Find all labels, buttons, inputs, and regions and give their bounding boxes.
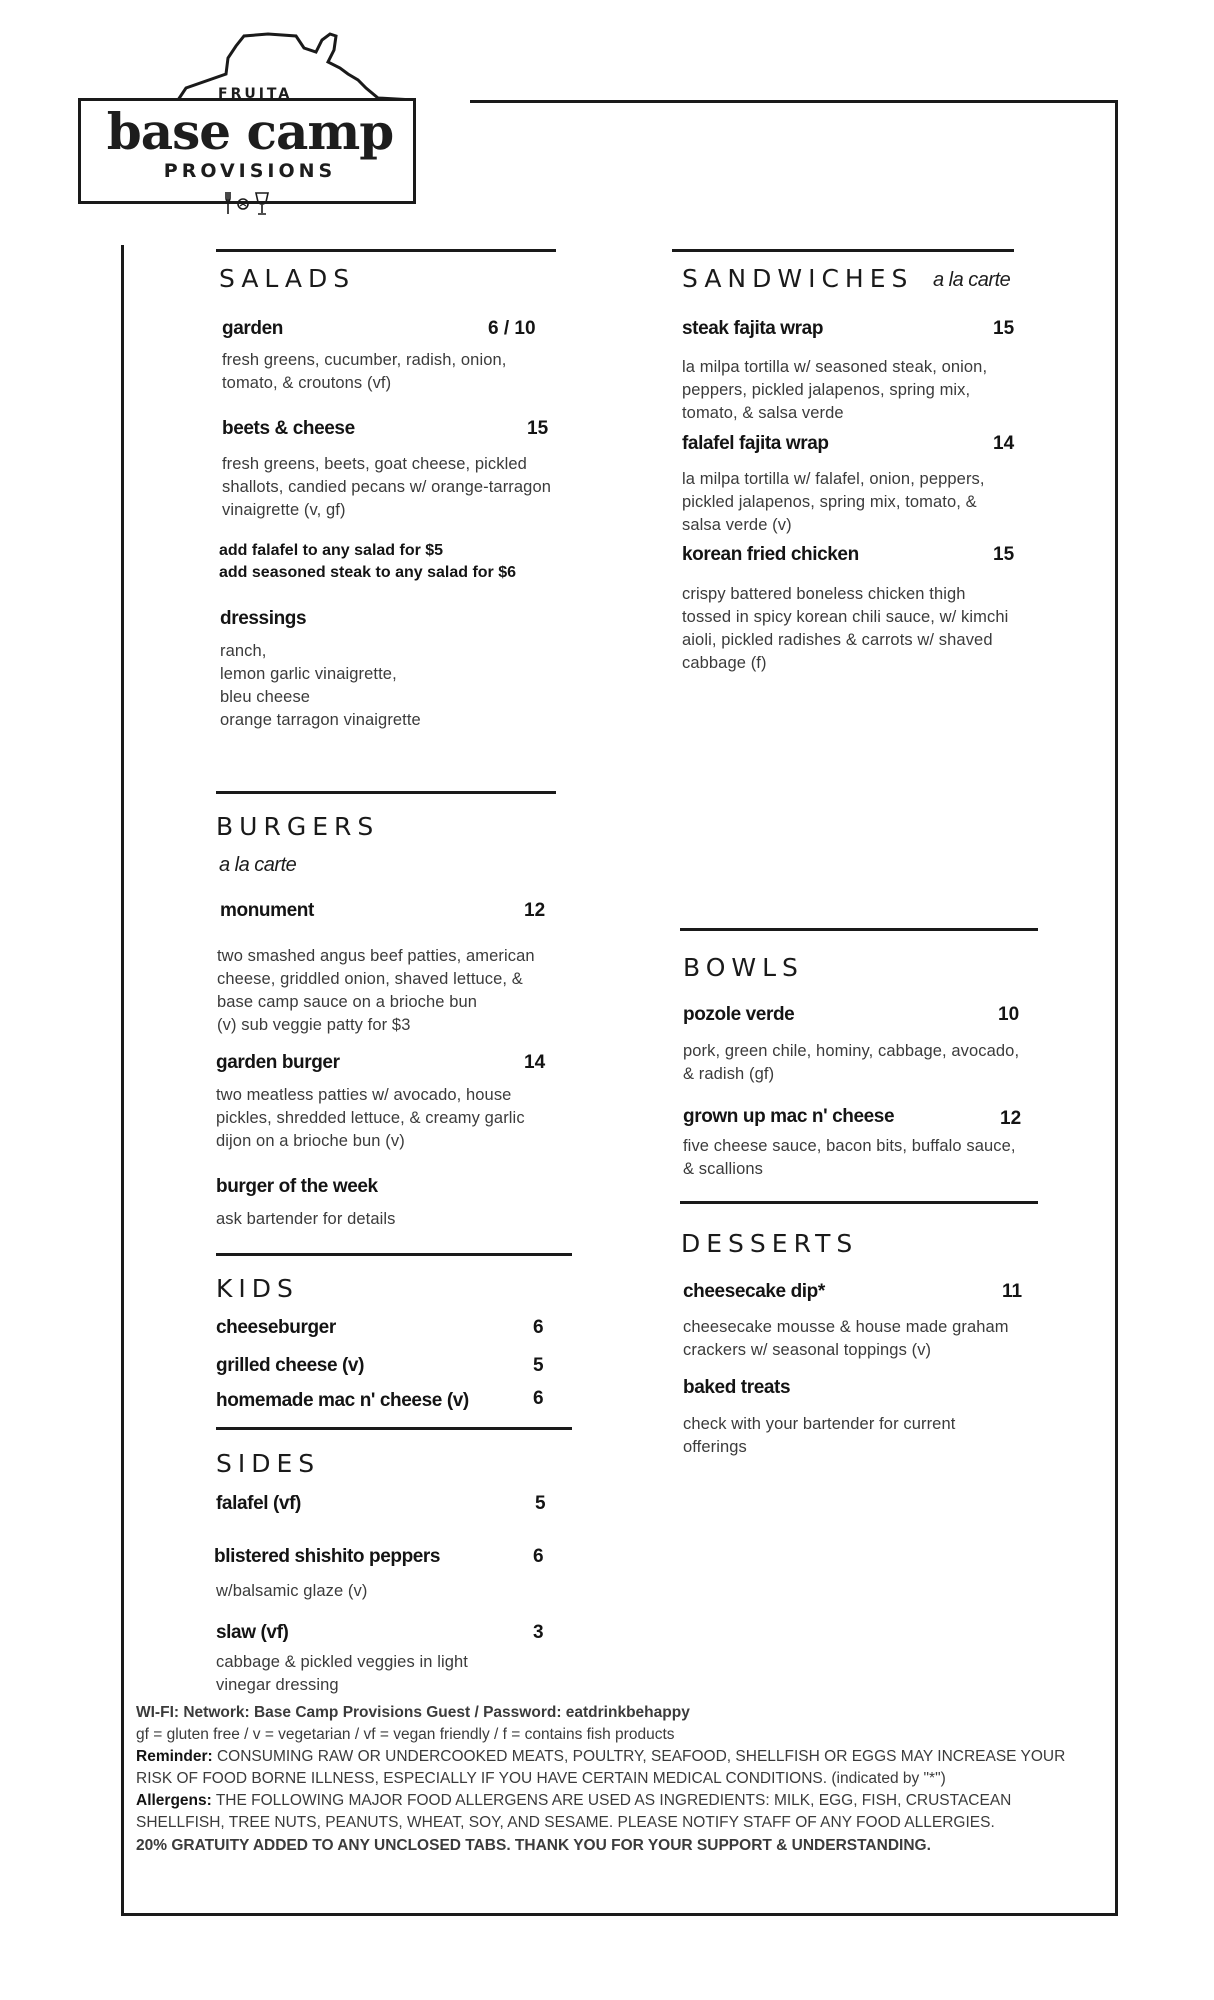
- desserts-rule: [680, 1201, 1038, 1204]
- menu-item-description: ask bartender for details: [216, 1210, 396, 1228]
- menu-item-price: 15: [993, 544, 1015, 565]
- salads-rule: [216, 249, 556, 252]
- menu-item-price: 12: [1000, 1108, 1022, 1129]
- menu-item-description: la milpa tortilla w/ falafel, onion, peppers, pickled jalapenos, spring mix, tomato, & salsa verde (v): [682, 470, 985, 534]
- gratuity-notice: 20% GRATUITY ADDED TO ANY UNCLOSED TABS. THANK YOU FOR YOUR SUPPORT & UNDERSTANDING.: [136, 1837, 931, 1854]
- menu-item-name: monument: [220, 900, 314, 921]
- menu-item-name: falafel fajita wrap: [682, 433, 829, 454]
- dressing-option: lemon garlic vinaigrette,: [220, 665, 397, 683]
- logo-subtitle: PROVISIONS: [163, 160, 337, 182]
- menu-item-price: 11: [1002, 1281, 1023, 1302]
- menu-item-description: two smashed angus beef patties, american cheese, griddled onion, shaved lettuce, & base camp sauce on a brioche bun: [217, 947, 535, 1011]
- menu-item-description: crispy battered boneless chicken thigh tossed in spicy korean chili sauce, w/ kimchi aioli, pickled radishes & carrots w/ shaved cabbage (f): [682, 585, 1009, 672]
- frame-right-border: [1115, 100, 1118, 1916]
- menu-item-name: korean fried chicken: [682, 544, 859, 565]
- sides-title: SIDES: [216, 1449, 321, 1478]
- menu-item-name: cheesecake dip*: [683, 1281, 825, 1302]
- bowls-rule: [680, 928, 1038, 931]
- dressing-option: bleu cheese: [220, 688, 311, 706]
- frame-left-border: [121, 245, 124, 1916]
- sides-rule: [216, 1427, 572, 1430]
- dressings-heading: dressings: [220, 608, 307, 629]
- menu-item-name: slaw (vf): [216, 1622, 289, 1643]
- reminder-notice: [136, 1746, 1096, 1790]
- menu-item-description: cheesecake mousse & house made graham crackers w/ seasonal toppings (v): [683, 1318, 1009, 1359]
- menu-item-name: beets & cheese: [222, 418, 355, 439]
- menu-item-description: la milpa tortilla w/ seasoned steak, onion, peppers, pickled jalapenos, spring mix, tomato, & salsa verde: [682, 358, 988, 422]
- burgers-subtitle: a la carte: [219, 854, 297, 876]
- menu-item-price: 5: [535, 1493, 546, 1514]
- menu-item-price: 14: [524, 1052, 546, 1073]
- menu-item-description: fresh greens, cucumber, radish, onion, tomato, & croutons (vf): [222, 351, 507, 392]
- menu-item-price: 12: [524, 900, 546, 921]
- kids-title: KIDS: [216, 1274, 299, 1303]
- menu-item-price: 6: [533, 1317, 544, 1338]
- burgers-rule: [216, 791, 556, 794]
- menu-item-name: pozole verde: [683, 1004, 795, 1025]
- allergens-notice: [136, 1790, 1096, 1834]
- menu-item-name: baked treats: [683, 1377, 791, 1398]
- menu-item-name: steak fajita wrap: [682, 318, 824, 339]
- frame-bottom-border: [123, 1913, 1118, 1916]
- logo-name: base camp: [106, 102, 394, 161]
- allergens-text: THE FOLLOWING MAJOR FOOD ALLERGENS ARE USED AS INGREDIENTS: MILK, EGG, FISH, CRUSTACEAN SHELLFISH, TREE NUTS, PEANUTS, WHEAT, SOY, AND SESAME. PLEASE NOTIFY STAFF OF ANY FOOD ALLERGIES.: [136, 1792, 1012, 1831]
- menu-item-name: falafel (vf): [216, 1493, 301, 1514]
- dressing-option: ranch,: [220, 642, 267, 660]
- sandwiches-subtitle: a la carte: [933, 269, 1011, 291]
- menu-item-description: check with your bartender for current offerings: [683, 1415, 956, 1456]
- menu-item-name: cheeseburger: [216, 1317, 336, 1338]
- diet-legend: gf = gluten free / v = vegetarian / vf = vegan friendly / f = contains fish products: [136, 1726, 675, 1743]
- sandwiches-rule: [672, 249, 1014, 252]
- menu-item-name: garden burger: [216, 1052, 340, 1073]
- menu-item-extra: (v) sub veggie patty for $3: [217, 1016, 411, 1034]
- menu-item-price: 6 / 10: [488, 318, 536, 339]
- salad-addon: add falafel to any salad for $5: [219, 542, 444, 559]
- menu-item-price: 10: [998, 1004, 1020, 1025]
- menu-item-name: homemade mac n' cheese (v): [216, 1390, 469, 1411]
- reminder-text: CONSUMING RAW OR UNDERCOOKED MEATS, POULTRY, SEAFOOD, SHELLFISH OR EGGS MAY INCREASE YOUR RISK OF FOOD BORNE ILLNESS, ESPECIALLY IF YOU HAVE CERTAIN MEDICAL CONDITIONS. (indicated by "*"): [136, 1748, 1066, 1787]
- allergens-label: Allergens:: [136, 1792, 212, 1809]
- sandwiches-title: SANDWICHES: [682, 264, 914, 293]
- menu-item-name: garden: [222, 318, 283, 339]
- menu-item-description: two meatless patties w/ avocado, house pickles, shredded lettuce, & creamy garlic dijon on a brioche bun (v): [216, 1086, 525, 1150]
- menu-item-price: 6: [533, 1388, 544, 1409]
- salad-addon: add seasoned steak to any salad for $6: [219, 564, 517, 581]
- menu-item-name: blistered shishito peppers: [214, 1546, 441, 1567]
- bowls-title: BOWLS: [683, 953, 804, 982]
- menu-item-description: cabbage & pickled veggies in light vinegar dressing: [216, 1653, 468, 1694]
- wifi-info: WI-FI: Network: Base Camp Provisions Guest / Password: eatdrinkbehappy: [136, 1704, 690, 1721]
- menu-item-name: grown up mac n' cheese: [683, 1106, 895, 1127]
- menu-item-price: 5: [533, 1355, 544, 1376]
- dressing-option: orange tarragon vinaigrette: [220, 711, 421, 729]
- menu-item-price: 6: [533, 1546, 544, 1567]
- menu-item-description: w/balsamic glaze (v): [216, 1582, 368, 1600]
- menu-item-description: fresh greens, beets, goat cheese, pickled shallots, candied pecans w/ orange-tarragon vinaigrette (v, gf): [222, 455, 551, 519]
- frame-top-border: [470, 100, 1118, 103]
- menu-item-name: burger of the week: [216, 1176, 378, 1197]
- fork-hop-glass-icon: [224, 190, 274, 216]
- kids-rule: [216, 1253, 572, 1256]
- desserts-title: DESSERTS: [681, 1229, 859, 1258]
- logo-city: FRUITA: [218, 86, 293, 102]
- menu-item-price: 15: [993, 318, 1015, 339]
- menu-item-price: 14: [993, 433, 1015, 454]
- menu-item-price: 3: [533, 1622, 544, 1643]
- reminder-label: Reminder:: [136, 1748, 213, 1765]
- salads-title: SALADS: [219, 264, 356, 293]
- menu-item-name: grilled cheese (v): [216, 1355, 365, 1376]
- menu-item-price: 15: [527, 418, 549, 439]
- burgers-title: BURGERS: [216, 812, 380, 841]
- menu-item-description: pork, green chile, hominy, cabbage, avocado, & radish (gf): [683, 1042, 1020, 1083]
- menu-item-description: five cheese sauce, bacon bits, buffalo sauce, & scallions: [683, 1137, 1016, 1178]
